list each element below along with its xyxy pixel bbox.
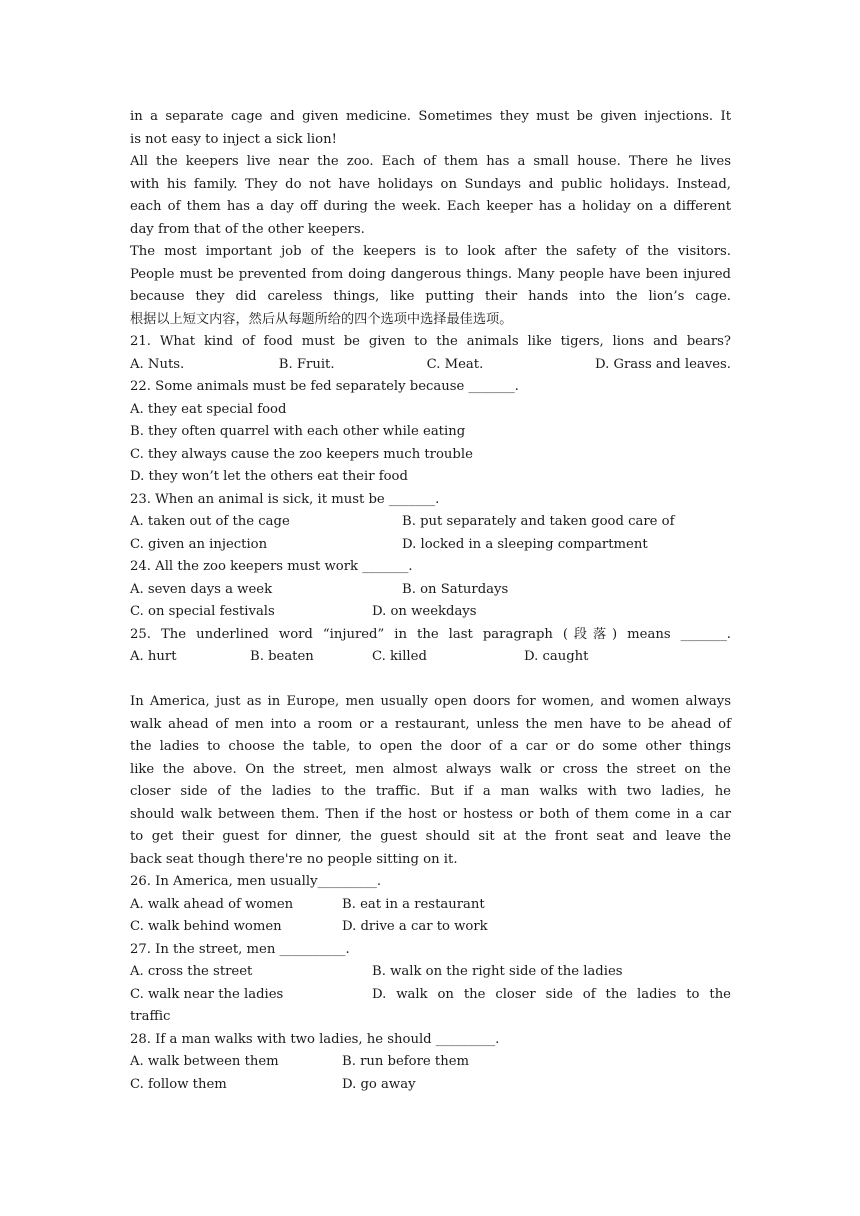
question-28-stem: 28. If a man walks with two ladies, he should _________. (130, 1031, 500, 1047)
passage1-line: day from that of the other keepers. (130, 221, 365, 237)
passage2-line: walk ahead of men into a room or a restaurant, unless the men have to be ahead of (130, 716, 731, 732)
question-24-options (130, 579, 731, 602)
passage2-line: the ladies to choose the table, to open the door of a car or do some other things (130, 739, 731, 754)
passage1-line: is not easy to inject a sick lion! (130, 131, 337, 147)
question-27-stem: 27. In the street, men __________. (130, 941, 350, 957)
question-27-options (130, 961, 731, 984)
question-27-options (130, 984, 731, 1007)
option-c: C. they always cause the zoo keepers much trouble (130, 446, 473, 462)
instructions: 根据以上短文内容，然后从每题所给的四个选项中选择最佳选项。 (130, 311, 513, 327)
question-21-stem: 21. What kind of food must be given to the animals like tigers, lions and bears? (130, 334, 731, 349)
option-a: A. cross the street (130, 964, 253, 979)
option-c: C. walk near the ladies (130, 986, 284, 1002)
question-23-stem: 23. When an animal is sick, it must be _______. (130, 491, 440, 507)
option-b: B. eat in a restaurant (342, 896, 485, 912)
passage1-line: each of them has a day off during the week. Each keeper has a holiday on a different (130, 199, 731, 214)
option-a: A. walk between them (130, 1054, 279, 1069)
option-b: B. put separately and taken good care of (402, 514, 675, 529)
question-24-options (130, 601, 731, 624)
option-d: D. on weekdays (372, 604, 477, 619)
option-a: A. walk ahead of women (130, 896, 294, 912)
option-c: C. killed (372, 649, 427, 664)
option-d: D. drive a car to work (342, 919, 488, 934)
option-d: D. Grass and leaves. (594, 356, 731, 372)
option-d: D. locked in a sleeping compartment (402, 536, 648, 552)
question-23-options (130, 511, 731, 534)
question-21-options (130, 354, 731, 377)
document-page (130, 106, 731, 1096)
question-26-options (130, 916, 731, 939)
option-a: A. taken out of the cage (130, 514, 290, 529)
option-c: C. follow them (130, 1076, 227, 1092)
option-b: B. on Saturdays (402, 581, 509, 597)
option-c: C. on special festivals (130, 604, 275, 619)
question-28-options (130, 1051, 731, 1074)
option-a: A. Nuts. (130, 356, 185, 372)
option-d: D. go away (342, 1076, 416, 1092)
passage2-line: back seat though there're no people sitting on it. (130, 851, 458, 867)
passage1-line: The most important job of the keepers is to look after the safety of the visitors. (130, 244, 731, 259)
option-a: A. hurt (130, 649, 177, 664)
option-d: D. caught (524, 649, 589, 664)
passage1-line: with his family. They do not have holidays on Sundays and public holidays. Instead, (130, 176, 731, 192)
question-24-stem: 24. All the zoo keepers must work _______. (130, 559, 413, 574)
passage1-line: All the keepers live near the zoo. Each of them has a small house. There he lives (130, 154, 731, 169)
passage2-line: closer side of the ladies to the traffic. But if a man walks with two ladies, he (130, 784, 731, 799)
passage2-line: In America, just as in Europe, men usually open doors for women, and women always (130, 694, 731, 709)
option-a: A. they eat special food (130, 401, 287, 417)
option-b: B. they often quarrel with each other while eating (130, 424, 466, 439)
option-c: C. given an injection (130, 536, 268, 552)
question-23-options (130, 534, 731, 557)
passage2-line: should walk between them. Then if the host or hostess or both of them come in a car (130, 806, 731, 822)
question-28-options (130, 1074, 731, 1097)
option-c: C. Meat. (426, 356, 484, 372)
passage1-line: because they did careless things, like putting their hands into the lion’s cage. (130, 289, 731, 304)
passage2-line: like the above. On the street, men almost always walk or cross the street on the (130, 761, 731, 777)
question-26-options (130, 894, 731, 917)
question-25-stem: 25. The underlined word “injured” in the last paragraph (段落) means _______. (130, 626, 731, 642)
blank-line (130, 669, 731, 692)
option-b: B. beaten (250, 649, 314, 664)
question-26-stem: 26. In America, men usually_________. (130, 874, 382, 889)
option-d: D. they won’t let the others eat their food (130, 469, 408, 484)
question-25-options (130, 646, 731, 669)
option-b: B. Fruit. (278, 356, 335, 372)
option-a: A. seven days a week (130, 581, 273, 597)
option-c: C. walk behind women (130, 919, 282, 934)
passage1-line: in a separate cage and given medicine. Sometimes they must be given injections. It (130, 109, 731, 124)
question-22-stem: 22. Some animals must be fed separately because _______. (130, 379, 519, 394)
option-d: D. walk on the closer side of the ladies to the (372, 986, 731, 1002)
option-b: B. walk on the right side of the ladies (372, 964, 623, 979)
passage2-line: to get their guest for dinner, the guest should sit at the front seat and leave the (130, 829, 731, 844)
option-b: B. run before them (342, 1054, 470, 1069)
option-d-continuation: traffic (130, 1009, 171, 1024)
passage1-line: People must be prevented from doing dangerous things. Many people have been injured (130, 266, 731, 282)
